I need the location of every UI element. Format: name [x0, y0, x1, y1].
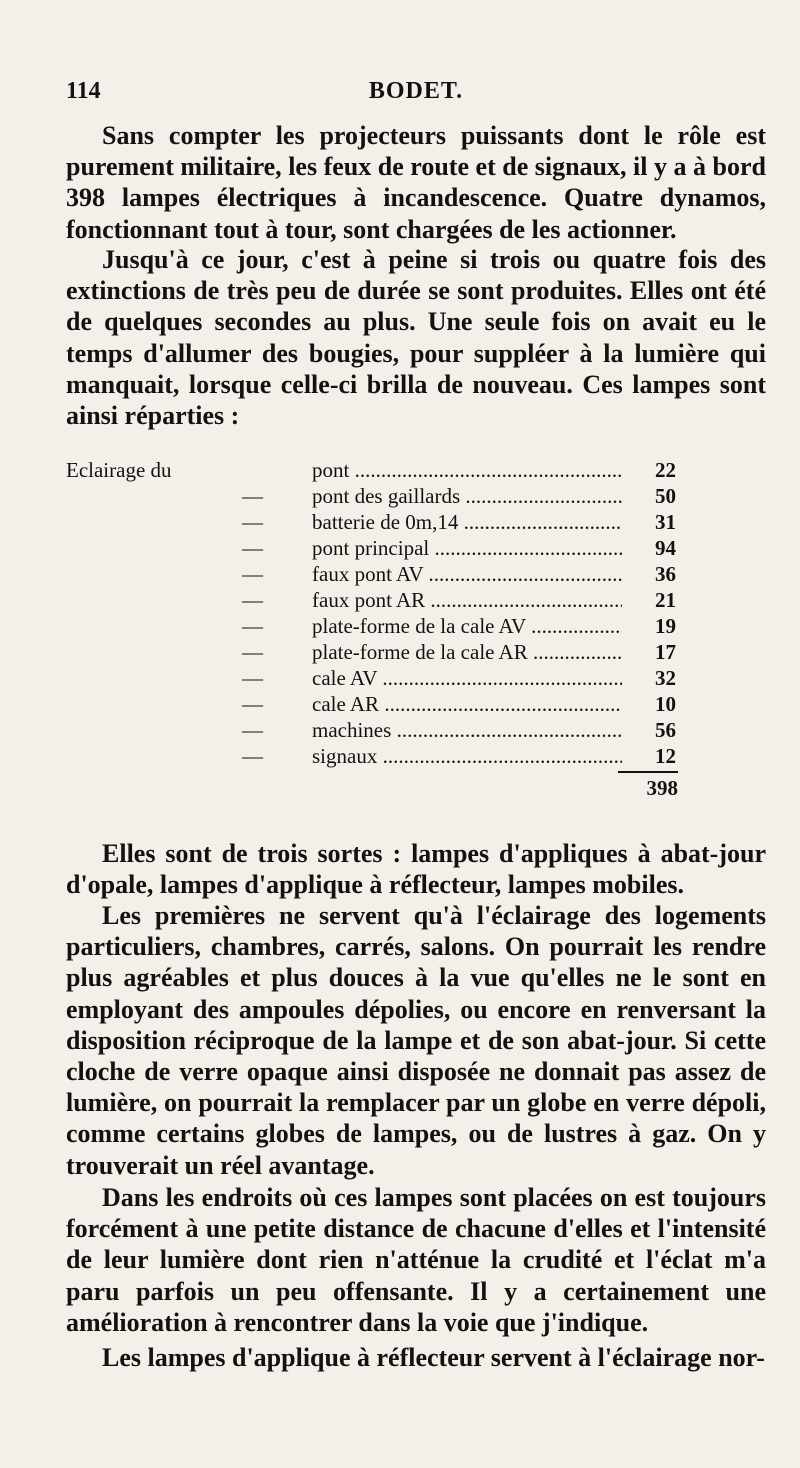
table-row [66, 614, 766, 640]
row-prefix: Eclairage du [66, 458, 172, 482]
row-label: machines ..... [312, 718, 622, 743]
row-label: pont ..... [312, 458, 622, 483]
row-value: 12 [655, 744, 676, 768]
row-label: plate-forme de la cale AV ..... [312, 614, 622, 639]
row-label: cale AV ..... [312, 666, 622, 691]
row-label: pont principal ..... [312, 536, 622, 561]
paragraph-5: Dans les endroits où ces lampes sont placées on est toujours forcément à une petite distance de chacune d'elles et l'intensité de leur lumière dont rien n'atténue la crudité et l'éclat m'a paru parfois un peu offensante. Il y a certainement une amélioration à rencontrer dans la voie que j'indique. [66, 1183, 766, 1337]
table-row [66, 692, 766, 718]
ditto-dash: — [242, 744, 263, 768]
paragraph-1: Sans compter les projecteurs puissants dont le rôle est purement militaire, les feux de route et de signaux, il y a à bord 398 lampes électriques à incandescence. Quatre dynamos, fonctionnant tout à tour, sont chargées de les actionner. [66, 121, 766, 244]
table-row [66, 536, 766, 562]
table-row [66, 666, 766, 692]
row-value: 31 [655, 510, 676, 534]
row-value: 10 [655, 692, 676, 716]
ditto-dash: — [242, 666, 263, 690]
paragraph-3: Elles sont de trois sortes : lampes d'appliques à abat-jour d'opale, lampes d'applique à réflecteur, lampes mobiles. [66, 839, 766, 900]
table-total: 398 [646, 776, 678, 800]
ditto-dash: — [242, 640, 263, 664]
table-row [66, 640, 766, 666]
table-row [66, 484, 766, 510]
paragraph-6: Les lampes d'applique à réflecteur servent à l'éclairage nor- [102, 1343, 765, 1372]
paragraph-4: Les premières ne servent qu'à l'éclairage des logements particuliers, chambres, carrés, salons. On pourrait les rendre plus agréables et plus douces à la vue qu'elles ne le sont en employant des ampoules dépolies, ou encore en renversant la disposition réciproque de la lampe et de son abat-jour. Si cette cloche de verre opaque ainsi disposée ne donnait pas assez de lumière, on pourrait la remplacer par un globe en verre dépoli, comme certains globes de lampes, ou de lustres à gaz. On y trouverait un réel avantage. [66, 901, 766, 1180]
row-value: 36 [655, 562, 676, 586]
table-row [66, 744, 766, 770]
ditto-dash: — [242, 614, 263, 638]
page-header [66, 78, 766, 110]
ditto-dash: — [242, 562, 263, 586]
row-value: 32 [655, 666, 676, 690]
row-label: pont des gaillards ..... [312, 484, 622, 509]
row-label: batterie de 0m,14 ..... [312, 510, 622, 535]
row-value: 50 [655, 484, 676, 508]
ditto-dash: — [242, 588, 263, 612]
running-head: BODET. [368, 78, 464, 104]
ditto-dash: — [242, 510, 263, 534]
row-value: 56 [655, 718, 676, 742]
row-label: signaux ..... [312, 744, 622, 769]
total-rule [618, 771, 678, 773]
row-label: plate-forme de la cale AR ..... [312, 640, 622, 665]
table-row [66, 510, 766, 536]
row-value: 17 [655, 640, 676, 664]
paragraph-2: Jusqu'à ce jour, c'est à peine si trois ou quatre fois des extinctions de très peu de durée se sont produites. Elles ont été de quelques secondes au plus. Une seule fois on avait eu le temps d'allumer des bougies, pour suppléer à la lumière qui manquait, lorsque celle-ci brilla de nouveau. Ces lampes sont ainsi réparties : [66, 245, 766, 431]
row-value: 21 [655, 588, 676, 612]
table-row [66, 588, 766, 614]
ditto-dash: — [242, 692, 263, 716]
row-value: 22 [655, 458, 676, 482]
table-row [66, 458, 766, 484]
row-label: faux pont AR ..... [312, 588, 622, 613]
table-row [66, 718, 766, 744]
row-value: 94 [655, 536, 676, 560]
page-number: 114 [66, 78, 101, 104]
row-label: cale AR ..... [312, 692, 622, 717]
ditto-dash: — [242, 718, 263, 742]
ditto-dash: — [242, 484, 263, 508]
row-value: 19 [655, 614, 676, 638]
row-label: faux pont AV ..... [312, 562, 622, 587]
ditto-dash: — [242, 536, 263, 560]
table-row [66, 562, 766, 588]
